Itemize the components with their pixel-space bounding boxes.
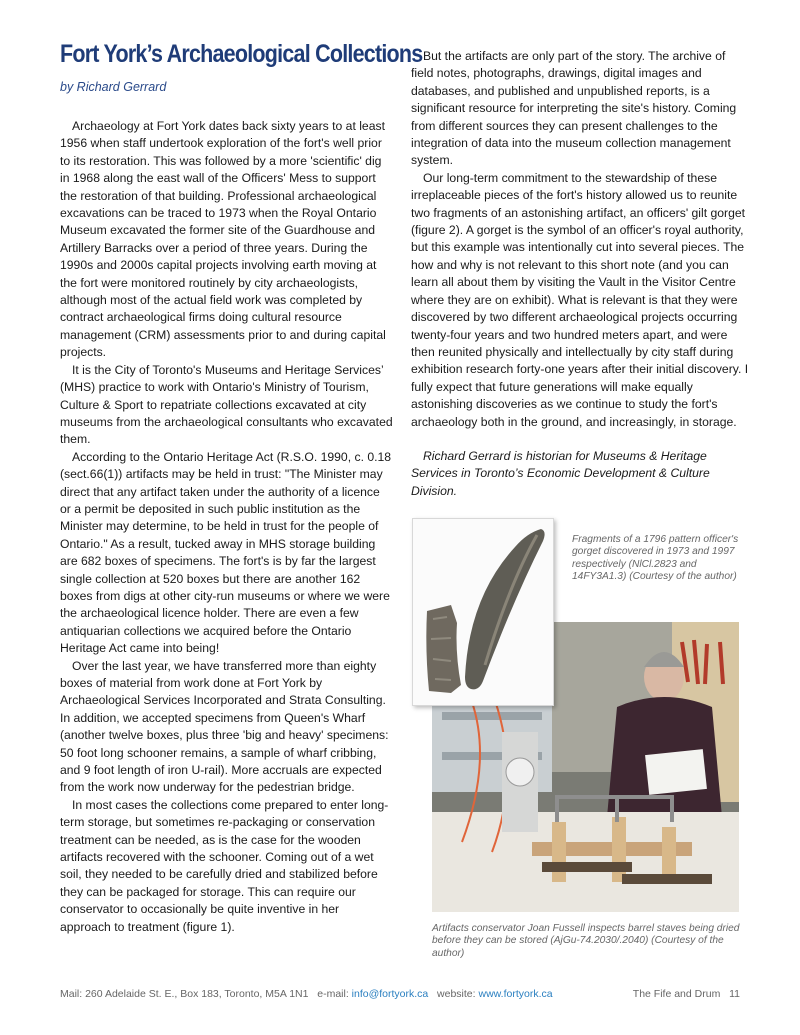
footer-email-label: e-mail: bbox=[317, 988, 349, 1000]
footer-mail: Mail: 260 Adelaide St. E., Box 183, Toronto, M5A 1N1 bbox=[60, 988, 309, 1000]
footer-publication bbox=[633, 988, 740, 1000]
article-byline: by Richard Gerrard bbox=[60, 80, 167, 94]
gorget-fragments-drawing bbox=[413, 519, 553, 705]
publication-name: The Fife and Drum bbox=[632, 988, 721, 1000]
article-title: Fort York’s Archaeological Collections bbox=[60, 40, 423, 68]
paragraph: Over the last year, we have transferred more than eighty boxes of material from work done at Fort York by Archaeological Services Incorporated and Strata Consulting. In addition, we accepted specimens from Queen's Wharf (another twelve boxes, plus three 'big and heavy' specimens: 50 foot long schooner remains, a sample of wharf cribbing, and 9 foot length of iron U-rail). More accruals are expected from the work now underway for the pedestrian bridge. bbox=[60, 658, 389, 795]
gorget-caption: Fragments of a 1796 pattern officer's gorget discovered in 1973 and 1997 respectively (NlCl.2823 and 14FY3A1.3) (Courtesy of the author) bbox=[572, 534, 739, 583]
paragraph: It is the City of Toronto's Museums and Heritage Services’ (MHS) practice to work with Ontario's Ministry of Tourism, Culture & Sport to repatriate collections excavated at city museums from the archaeological consultants who excavated them. bbox=[60, 362, 393, 447]
conservator-caption: Artifacts conservator Joan Fussell inspects barrel staves being dried before they can be stored (AjGu-74.2030/.2040) (Courtesy of the author) bbox=[432, 923, 740, 959]
footer-website-label: website: bbox=[437, 988, 476, 1000]
page-number: 11 bbox=[729, 988, 740, 1000]
footer-email-link[interactable]: info@fortyork.ca bbox=[351, 988, 429, 1000]
paragraph: In most cases the collections come prepared to enter long-term storage, but sometimes re-packaging or conservation treatment can be needed, as is the case for the wooden artifacts recovered with the schooner. Coming out of a wet soil, they needed to be carefully dried and stabilized before they can be packaged for storage. This can require our conservator to occasionally be quite inventive in her approach to treatment (figure 1). bbox=[60, 797, 389, 934]
column-left bbox=[60, 118, 393, 936]
paragraph: Archaeology at Fort York dates back sixty years to at least 1956 when staff undertook exploration of the fort's well prior to its restoration. This was followed by a more 'scientific' dig in 1968 along the east wall of the Officers' Mess to support the restoration of that building. Professional archaeological excavations can be traced to 1973 when the Royal Ontario Museum excavated the former site of the Guardhouse and Artillery Barracks over a period of three years. During the 1990s and 2000s capital projects involving earth moving at the fort were monitored routinely by city archaeologists, although most of the actual field work was completed by contract archaeological firms doing cultural resource management (CRM) assessments prior to and during capital projects. bbox=[60, 119, 386, 360]
paragraph: But the artifacts are only part of the story. The archive of field notes, photographs, drawings, digital images and databases, and published and unpublished reports, is a significant resource for interpreting the site's history. Coming from different sources they can present challenges to the integration of data into the museum collection management system. bbox=[411, 49, 737, 168]
footer-website-link[interactable]: www.fortyork.ca bbox=[478, 988, 553, 1000]
paragraph: According to the Ontario Heritage Act (R.S.O. 1990, c. 0.18 (sect.66(1)) artifacts may be held in trust: "The Minister may direct that any artifact taken under the authority of a licence or a permit be deposited in such public institution as the Minister may determine, to be held in trust for the people of Ontario." As a result, tucked away in MHS storage building are 682 boxes of specimens. The fort's is by far the largest single collection at 520 boxes but there are another 162 boxes from digs at other city-run museums or where we were the archaeological licence holder. There are even a few antiquarian collections we acquired before the Ontario Heritage Act came into being! bbox=[60, 449, 392, 656]
paragraph: Our long-term commitment to the stewardship of these irreplaceable pieces of the fort's history allowed us to reunite two fragments of an astonishing artifact, an officers' gilt gorget (figure 2). A gorget is the symbol of an officer's royal authority, but this example was intentionally cut into several pieces. The how and why is not relevant to this short note (and you can learn all about them by visiting the Vault in the Visitor Centre where they are on exhibit). What is relevant is that they were discovered by two different archaeological projects occurring twenty-four years and two hundred meters apart, and were then reunited physically and intellectually by city staff during exhibition research forty-one years after their initial discovery. I fully expect that future generations will make equally astonishing discoveries as we continue to study the fort's archaeology both in the ground, and increasingly, in storage. bbox=[411, 170, 749, 429]
gorget-photo bbox=[412, 518, 554, 706]
column-right bbox=[411, 48, 751, 500]
page-footer bbox=[60, 988, 740, 1000]
author-bio: Richard Gerrard is historian for Museums & Heritage Services in Toronto’s Economic Development & Culture Division. bbox=[411, 448, 710, 498]
